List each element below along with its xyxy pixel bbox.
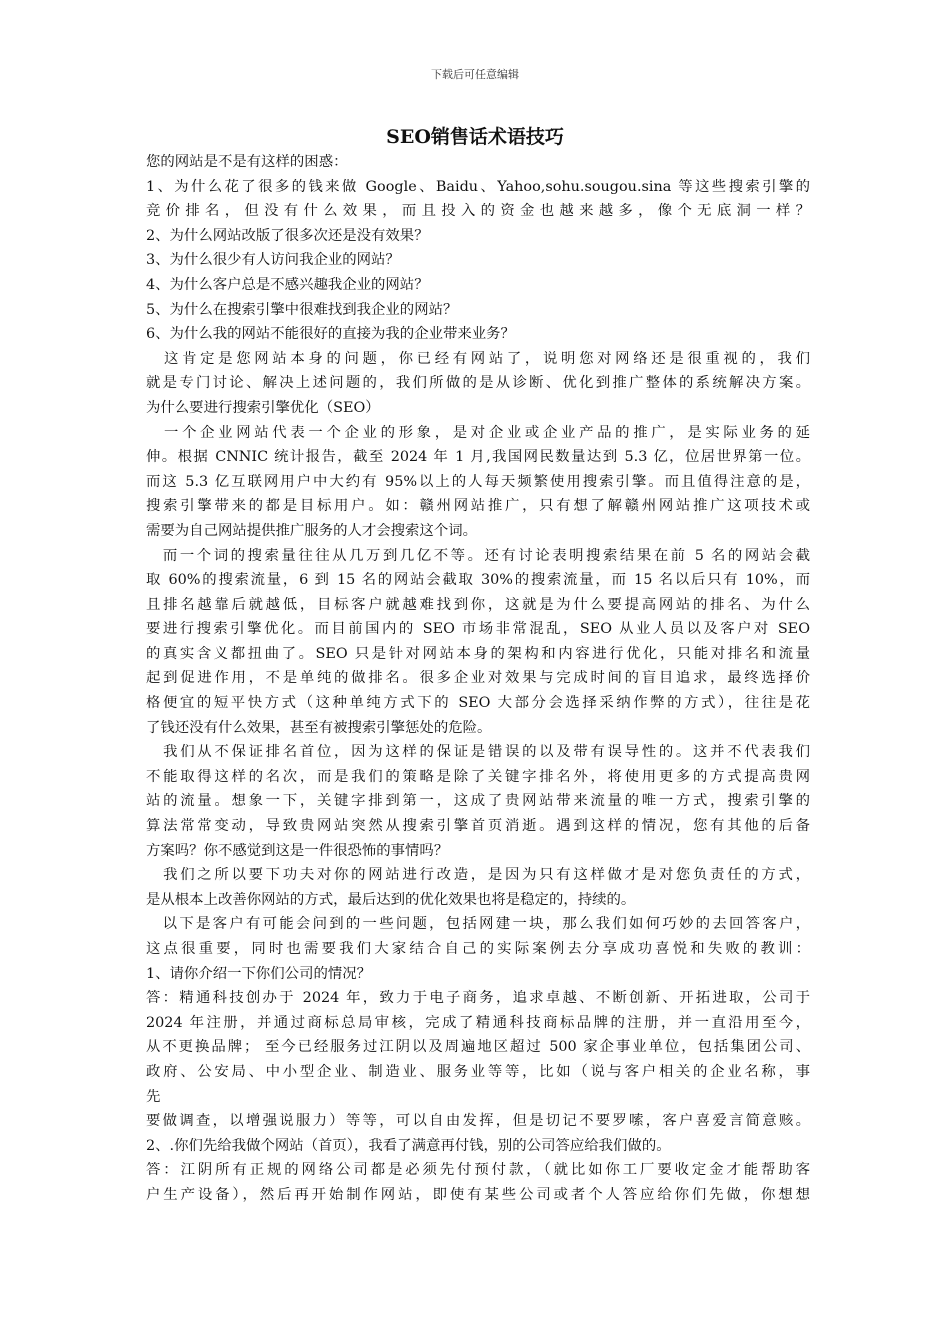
text-line: 搜索引擎带来的都是目标用户。如：赣州网站推广，只有想了解赣州网站推广这项技术或 — [146, 498, 810, 515]
text-line: 3、为什么很少有人访问我企业的网站？ — [146, 252, 400, 269]
text-line: 格便宜的短平快方式（这种单纯方式下的 SEO 大部分会选择采纳作弊的方式），往往是花 — [146, 695, 810, 712]
text-line: 6、为什么我的网站不能很好的直接为我的企业带来业务？ — [146, 326, 515, 343]
text-line: 而这 5.3 亿互联网用户中大约有 95%以上的人每天频繁使用搜索引擎。而且值得注意的是， — [146, 473, 810, 490]
text-line: 我们从不保证排名首位，因为这样的保证是错误的以及带有误导性的。这并不代表我们 — [146, 744, 810, 761]
text-line: 答：精通科技创办于 2024 年，致力于电子商务，追求卓越、不断创新、开拓进取，公司于 — [146, 990, 810, 1007]
text-line: 从不更换品牌； 至今已经服务过江阴以及周遍地区超过 500 家企事业单位，包括集团公司、 — [146, 1039, 810, 1056]
text-line: 了钱还没有什么效果，甚至有被搜索引擎惩处的危险。 — [146, 719, 492, 736]
text-line: 伸。根据 CNNIC 统计报告，截至 2024 年 1 月,我国网民数量达到 5.3 亿，位居世界第一位。 — [146, 449, 810, 466]
text-line: 2、为什么网站改版了很多次还是没有效果？ — [146, 227, 429, 244]
document-title: SEO销售话术语技巧 — [386, 126, 564, 148]
text-line: 政府、公安局、中小型企业、制造业、服务业等等，比如（说与客户相关的企业名称，事 — [146, 1063, 810, 1080]
text-line: 是从根本上改善你网站的方式，最后达到的优化效果也将是稳定的，持续的。 — [146, 891, 636, 908]
text-line: 这肯定是您网站本身的问题，你已经有网站了，说明您对网络还是很重视的，我们 — [146, 350, 810, 367]
text-line: 我们之所以要下功夫对你的网站进行改造，是因为只有这样做才是对您负责任的方式， — [146, 867, 810, 884]
text-line: 站的流量。想象一下，关键字排到第一，这成了贵网站带来流量的唯一方式，搜索引擎的 — [146, 793, 810, 810]
text-line: 要进行搜索引擎优化。而目前国内的 SEO 市场非常混乱，SEO 从业人员以及客户对 SEO — [146, 621, 810, 638]
text-line: 1、请你介绍一下你们公司的情况？ — [146, 965, 372, 982]
text-line: 您的网站是不是有这样的困惑： — [146, 154, 348, 170]
text-line: 取 60%的搜索流量，6 到 15 名的网站会截取 30%的搜索流量，而 15 名以后只有 10%，而 — [146, 572, 810, 589]
text-line: 以下是客户有可能会问到的一些问题，包括网建一块，那么我们如何巧妙的去回答客户， — [146, 916, 810, 933]
text-line: 竞价排名，但没有什么效果，而且投入的资金也越来越多，像个无底洞一样？ — [146, 203, 810, 220]
text-line: 5、为什么在搜索引擎中很难找到我企业的网站？ — [146, 301, 458, 318]
text-line: 2024 年注册，并通过商标总局审核，完成了精通科技商标品牌的注册，并一直沿用至今， — [146, 1014, 810, 1031]
text-line: 而一个词的搜索量往往从几万到几亿不等。还有讨论表明搜索结果在前 5 名的网站会截 — [146, 547, 810, 564]
text-line: 的真实含义都扭曲了。SEO 只是针对网站本身的架构和内容进行优化，只能对排名和流量 — [146, 645, 810, 662]
text-line: 不能取得这样的名次，而是我们的策略是除了关键字排名外，将使用更多的方式提高贵网 — [146, 768, 810, 785]
text-line: 1、为什么花了很多的钱来做 Google、Baidu、Yahoo,sohu.sougou.sina 等这些搜索引擎的 — [146, 178, 810, 195]
text-line: 一个企业网站代表一个企业的形象，是对企业或企业产品的推广，是实际业务的延 — [146, 424, 810, 441]
text-line: 算法常常变动，导致贵网站突然从搜索引擎首页消逝。遇到这样的情况，您有其他的后备 — [146, 818, 810, 835]
document-body — [146, 150, 810, 1208]
text-line: 方案吗？你不感觉到这是一件很恐怖的事情吗？ — [146, 842, 449, 859]
text-line: 需要为自己网站提供推广服务的人才会搜索这个词。 — [146, 522, 477, 539]
text-line: 这点很重要，同时也需要我们大家结合自己的实际案例去分享成功喜悦和失败的教训： — [146, 941, 810, 957]
text-line: 为什么要进行搜索引擎优化（SEO） — [146, 399, 380, 416]
header-note: 下载后可任意编辑 — [431, 68, 519, 81]
text-line: 4、为什么客户总是不感兴趣我企业的网站？ — [146, 276, 429, 293]
text-line: 且排名越靠后就越低，目标客户就越难找到你，这就是为什么要提高网站的排名、为什么 — [146, 596, 810, 613]
text-line: 2、.你们先给我做个网站（首页），我看了满意再付钱，别的公司答应给我们做的。 — [146, 1137, 671, 1154]
text-line: 答：江阴所有正规的网络公司都是必须先付预付款，（就比如你工厂要收定金才能帮助客 — [146, 1162, 810, 1179]
text-line: 起到促进作用，不是单纯的做排名。很多企业对效果与完成时间的盲目追求，最终选择价 — [146, 670, 810, 687]
text-line: 就是专门讨论、解决上述问题的，我们所做的是从诊断、优化到推广整体的系统解决方案。 — [146, 375, 810, 392]
text-line: 户生产设备），然后再开始制作网站，即使有某些公司或者个人答应给你们先做，你想想 — [146, 1186, 810, 1203]
text-line: 要做调查，以增强说服力）等等，可以自由发挥，但是切记不要罗嗦，客户喜爱言简意赅。 — [146, 1113, 810, 1130]
text-line: 先 — [146, 1088, 161, 1105]
